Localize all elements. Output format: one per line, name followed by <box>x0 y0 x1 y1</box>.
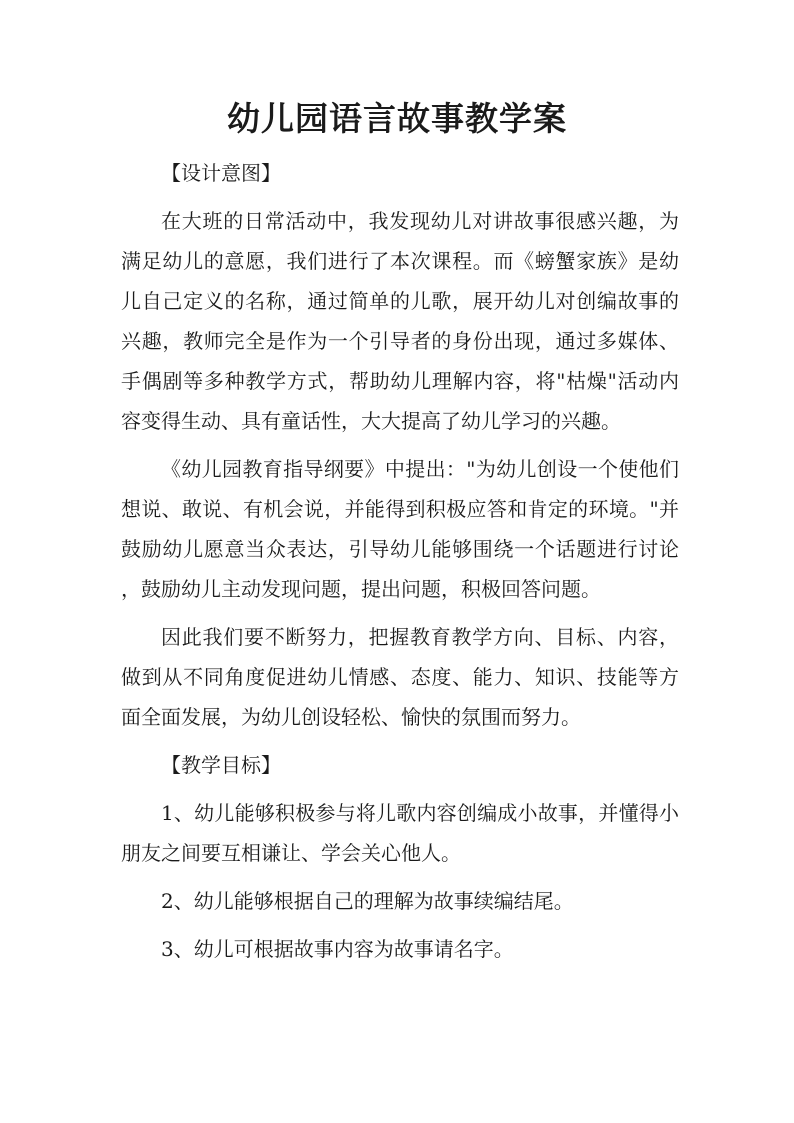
design-intent-paragraph: 《幼儿园教育指导纲要》中提出："为幼儿创设一个使他们想说、敢说、有机会说，并能得到积极应答和肯定的环境。"并鼓励幼儿愿意当众表达，引导幼儿能够围绕一个话题进行讨论，鼓励幼儿主动发现问题，提出问题，积极回答问题。 <box>121 457 679 601</box>
teaching-goal-item: 1、幼儿能够积极参与将儿歌内容创编成小故事，并懂得小朋友之间要互相谦让、学会关心他人。 <box>121 801 679 865</box>
design-intent-paragraph: 在大班的日常活动中，我发现幼儿对讲故事很感兴趣，为满足幼儿的意愿，我们进行了本次课程。而《螃蟹家族》是幼儿自己定义的名称，通过简单的儿歌，展开幼儿对创编故事的兴趣，教师完全是作为一个引导者的身份出现，通过多媒体、手偶剧等多种教学方式，帮助幼儿理解内容，将"枯燥"活动内容变得生动、具有童话性，大大提高了幼儿学习的兴趣。 <box>121 209 679 433</box>
document-title: 幼儿园语言故事教学案 <box>227 99 567 138</box>
document-body <box>121 153 679 977</box>
section-heading-design-intent: 【设计意图】 <box>161 161 281 185</box>
section-heading-teaching-goals: 【教学目标】 <box>161 753 281 777</box>
design-intent-paragraph: 因此我们要不断努力，把握教育教学方向、目标、内容，做到从不同角度促进幼儿情感、态度、能力、知识、技能等方面全面发展，为幼儿创设轻松、愉快的氛围而努力。 <box>121 625 679 729</box>
teaching-goal-item: 3、幼儿可根据故事内容为故事请名字。 <box>161 937 514 961</box>
teaching-goal-item: 2、幼儿能够根据自己的理解为故事续编结尾。 <box>161 889 574 913</box>
